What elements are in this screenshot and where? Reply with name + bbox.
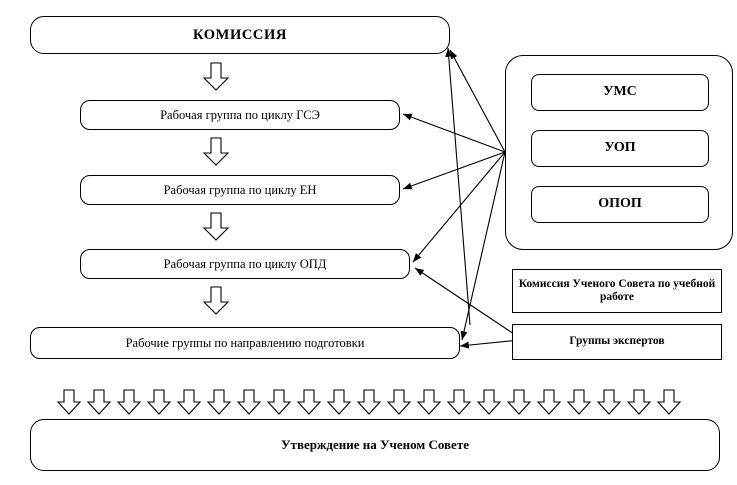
node-commission-label: КОМИССИЯ [193,26,287,43]
node-academic-council-commission[interactable] [512,269,722,313]
node-ums-label: УМС [603,84,637,100]
down-arrow-icon [202,62,230,92]
node-work-group-en[interactable] [80,175,400,205]
down-arrow-icon [202,212,230,242]
node-work-groups-direction[interactable] [30,327,460,359]
down-arrow-icon [202,286,230,316]
node-work-group-en-label: Рабочая группа по циклу ЕН [163,182,317,197]
node-opop-label: ОПОП [598,196,642,212]
node-approval-academic-council-label: Утверждение на Ученом Совете [281,436,469,452]
node-expert-groups-label: Группы экспертов [569,335,665,348]
node-work-group-gse[interactable] [80,100,400,130]
down-arrow-icon [202,137,230,167]
node-ums[interactable] [531,74,709,111]
node-work-group-opd-label: Рабочая группа по циклу ОПД [163,256,327,271]
node-commission[interactable] [30,16,450,54]
connector-line-icon [403,48,520,346]
node-work-groups-direction-label: Рабочие группы по направлению подготовки [125,335,365,350]
node-uop[interactable] [531,130,709,167]
node-work-group-gse-label: Рабочая группа по циклу ГСЭ [160,107,320,122]
node-expert-groups[interactable] [512,324,722,360]
node-approval-academic-council[interactable] [30,419,720,471]
down-arrow-icon [58,390,680,414]
node-uop-label: УОП [604,140,636,156]
node-opop[interactable] [531,186,709,223]
right-panel [505,55,733,250]
node-work-group-opd[interactable] [80,249,410,279]
node-academic-council-commission-label: Комиссия Ученого Совета по учебной работе [518,277,716,303]
